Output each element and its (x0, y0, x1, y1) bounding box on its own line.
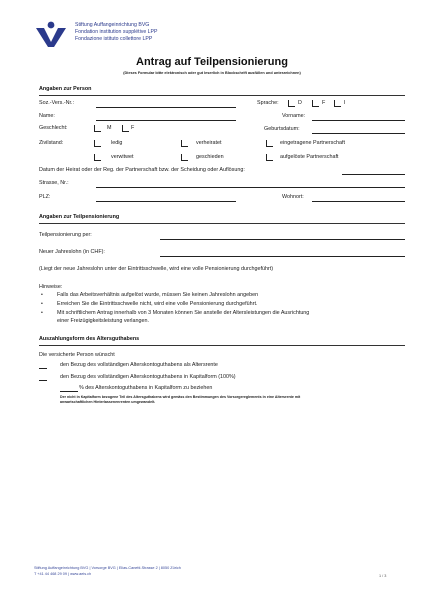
city-field[interactable] (312, 201, 405, 202)
civil-status-label: Zivilstand: (39, 140, 64, 146)
payout-option-percent: % des Alterskontoguthabens in Kapitalform zu beziehen (79, 385, 213, 391)
gender-checkbox-f[interactable] (122, 125, 129, 132)
section-heading-person: Angaben zur Person (39, 86, 92, 92)
logo-icon (34, 20, 68, 48)
hint-item: Falls das Arbeitsverhältnis aufgelöst wurde, müssen Sie keinen Jahreslohn angeben (57, 292, 259, 298)
zip-label: PLZ: (39, 194, 51, 200)
bullet-icon: • (41, 310, 43, 316)
civil-checkbox-partnerschaft[interactable] (266, 140, 273, 147)
payout-fineprint: Der nicht in Kapitalform bezogene Teil des Altersguthabens wird gemäss den Bestimmungen des Vorsorgereglements in eine Altersrente mit anwartschaftlichen Hinterlassenenrenten umgewandelt. (60, 395, 301, 404)
language-option-f: F (322, 100, 326, 106)
ssn-label: Soz.-Vers.-Nr.: (39, 100, 75, 106)
brand-name: Stiftung Auffangeinrichtung BVG Fondation institution supplétive LPP Fondazione istituto collettore LPP (75, 22, 158, 42)
civil-checkbox-verheiratet[interactable] (181, 140, 188, 147)
street-field[interactable] (96, 187, 405, 188)
page-title: Antrag auf Teilpensionierung (136, 56, 288, 68)
payout-intro: Die versicherte Person wünscht (39, 352, 115, 358)
birthdate-label: Geburtsdatum: (264, 126, 300, 132)
language-checkbox-f[interactable] (312, 100, 319, 107)
language-checkbox-i[interactable] (334, 100, 341, 107)
gender-option-m: M (107, 125, 112, 131)
language-option-d: D (298, 100, 302, 106)
civil-checkbox-verwitwet[interactable] (94, 154, 101, 161)
salary-note: (Liegt der neue Jahreslohn unter der Eintrittsschwelle, wird eine volle Pensionierung durchgeführt) (39, 266, 274, 272)
civil-option-aufgeloest: aufgelöste Partnerschaft (280, 154, 339, 160)
salary-field[interactable] (160, 256, 405, 257)
payout-option-rente: den Bezug des vollständigen Alterskontoguthabens als Altersrente (60, 362, 218, 368)
language-checkbox-d[interactable] (288, 100, 295, 107)
section-divider (39, 345, 405, 346)
gender-checkbox-m[interactable] (94, 125, 101, 132)
language-label: Sprache: (257, 100, 279, 106)
zip-field[interactable] (96, 201, 236, 202)
hint-item: Mit schriftlichem Antrag innerhalb von 3 Monaten können Sie anstelle der Altersleistungen die Ausrichtung (57, 310, 310, 316)
name-field[interactable] (96, 120, 236, 121)
civil-option-verheiratet: verheiratet (196, 140, 222, 146)
street-label: Strasse, Nr.: (39, 180, 69, 186)
hint-item-continued: einer Freizügigkeitsleistung verlangen. (57, 318, 149, 324)
partial-date-field[interactable] (160, 239, 405, 240)
payout-option-kapital: den Bezug des vollständigen Alterskontoguthabens in Kapitalform (100%) (60, 374, 236, 380)
partial-date-label: Teilpensionierung per: (39, 232, 92, 238)
page-number: 1 / 3 (379, 574, 387, 578)
language-option-i: I (344, 100, 346, 106)
salary-label: Neuer Jahreslohn (in CHF): (39, 249, 105, 255)
payout-option-rente-mark[interactable] (39, 368, 47, 369)
civil-checkbox-aufgeloest[interactable] (266, 154, 273, 161)
birthdate-field[interactable] (312, 133, 405, 134)
footer-address: Stiftung Auffangeinrichtung BVG | Vorsorge BVG | Elias-Canetti-Strasse 2 | 8050 Zürich T +41 44 468 29 09 | www.aeis.ch (34, 566, 181, 576)
ssn-field[interactable] (96, 107, 236, 108)
hints-label: Hinweise: (39, 284, 63, 290)
firstname-field[interactable] (312, 120, 405, 121)
payout-option-kapital-mark[interactable] (39, 380, 47, 381)
gender-option-f: F (131, 125, 135, 131)
name-label: Name: (39, 113, 55, 119)
civil-option-ledig: ledig (111, 140, 123, 146)
gender-label: Geschlecht: (39, 125, 68, 131)
civil-option-partnerschaft: eingetragene Partnerschaft (280, 140, 346, 146)
civil-checkbox-ledig[interactable] (94, 140, 101, 147)
city-label: Wohnort: (282, 194, 304, 200)
marriage-date-label: Datum der Heirat oder der Reg. der Partnerschaft bzw. der Scheidung oder Auflösung: (39, 167, 245, 173)
section-divider (39, 95, 405, 96)
firstname-label: Vorname: (282, 113, 306, 119)
bullet-icon: • (41, 292, 43, 298)
civil-option-verwitwet: verwitwet (111, 154, 134, 160)
hint-item: Erreichen Sie die Eintrittsschwelle nicht, wird eine volle Pensionierung durchgeführt. (57, 301, 258, 307)
section-heading-partial: Angaben zur Teilpensionierung (39, 214, 120, 220)
bullet-icon: • (41, 301, 43, 307)
section-heading-payout: Auszahlungsform des Altersguthabens (39, 336, 140, 342)
civil-checkbox-geschieden[interactable] (181, 154, 188, 161)
civil-option-geschieden: geschieden (196, 154, 224, 160)
section-divider (39, 223, 405, 224)
payout-percent-field[interactable] (60, 391, 78, 392)
marriage-date-field[interactable] (342, 174, 405, 175)
page-subtitle: (Dieses Formular bitte elektronisch oder gut leserlich in Blockschrift ausfüllen und unterzeichnen) (123, 71, 301, 75)
